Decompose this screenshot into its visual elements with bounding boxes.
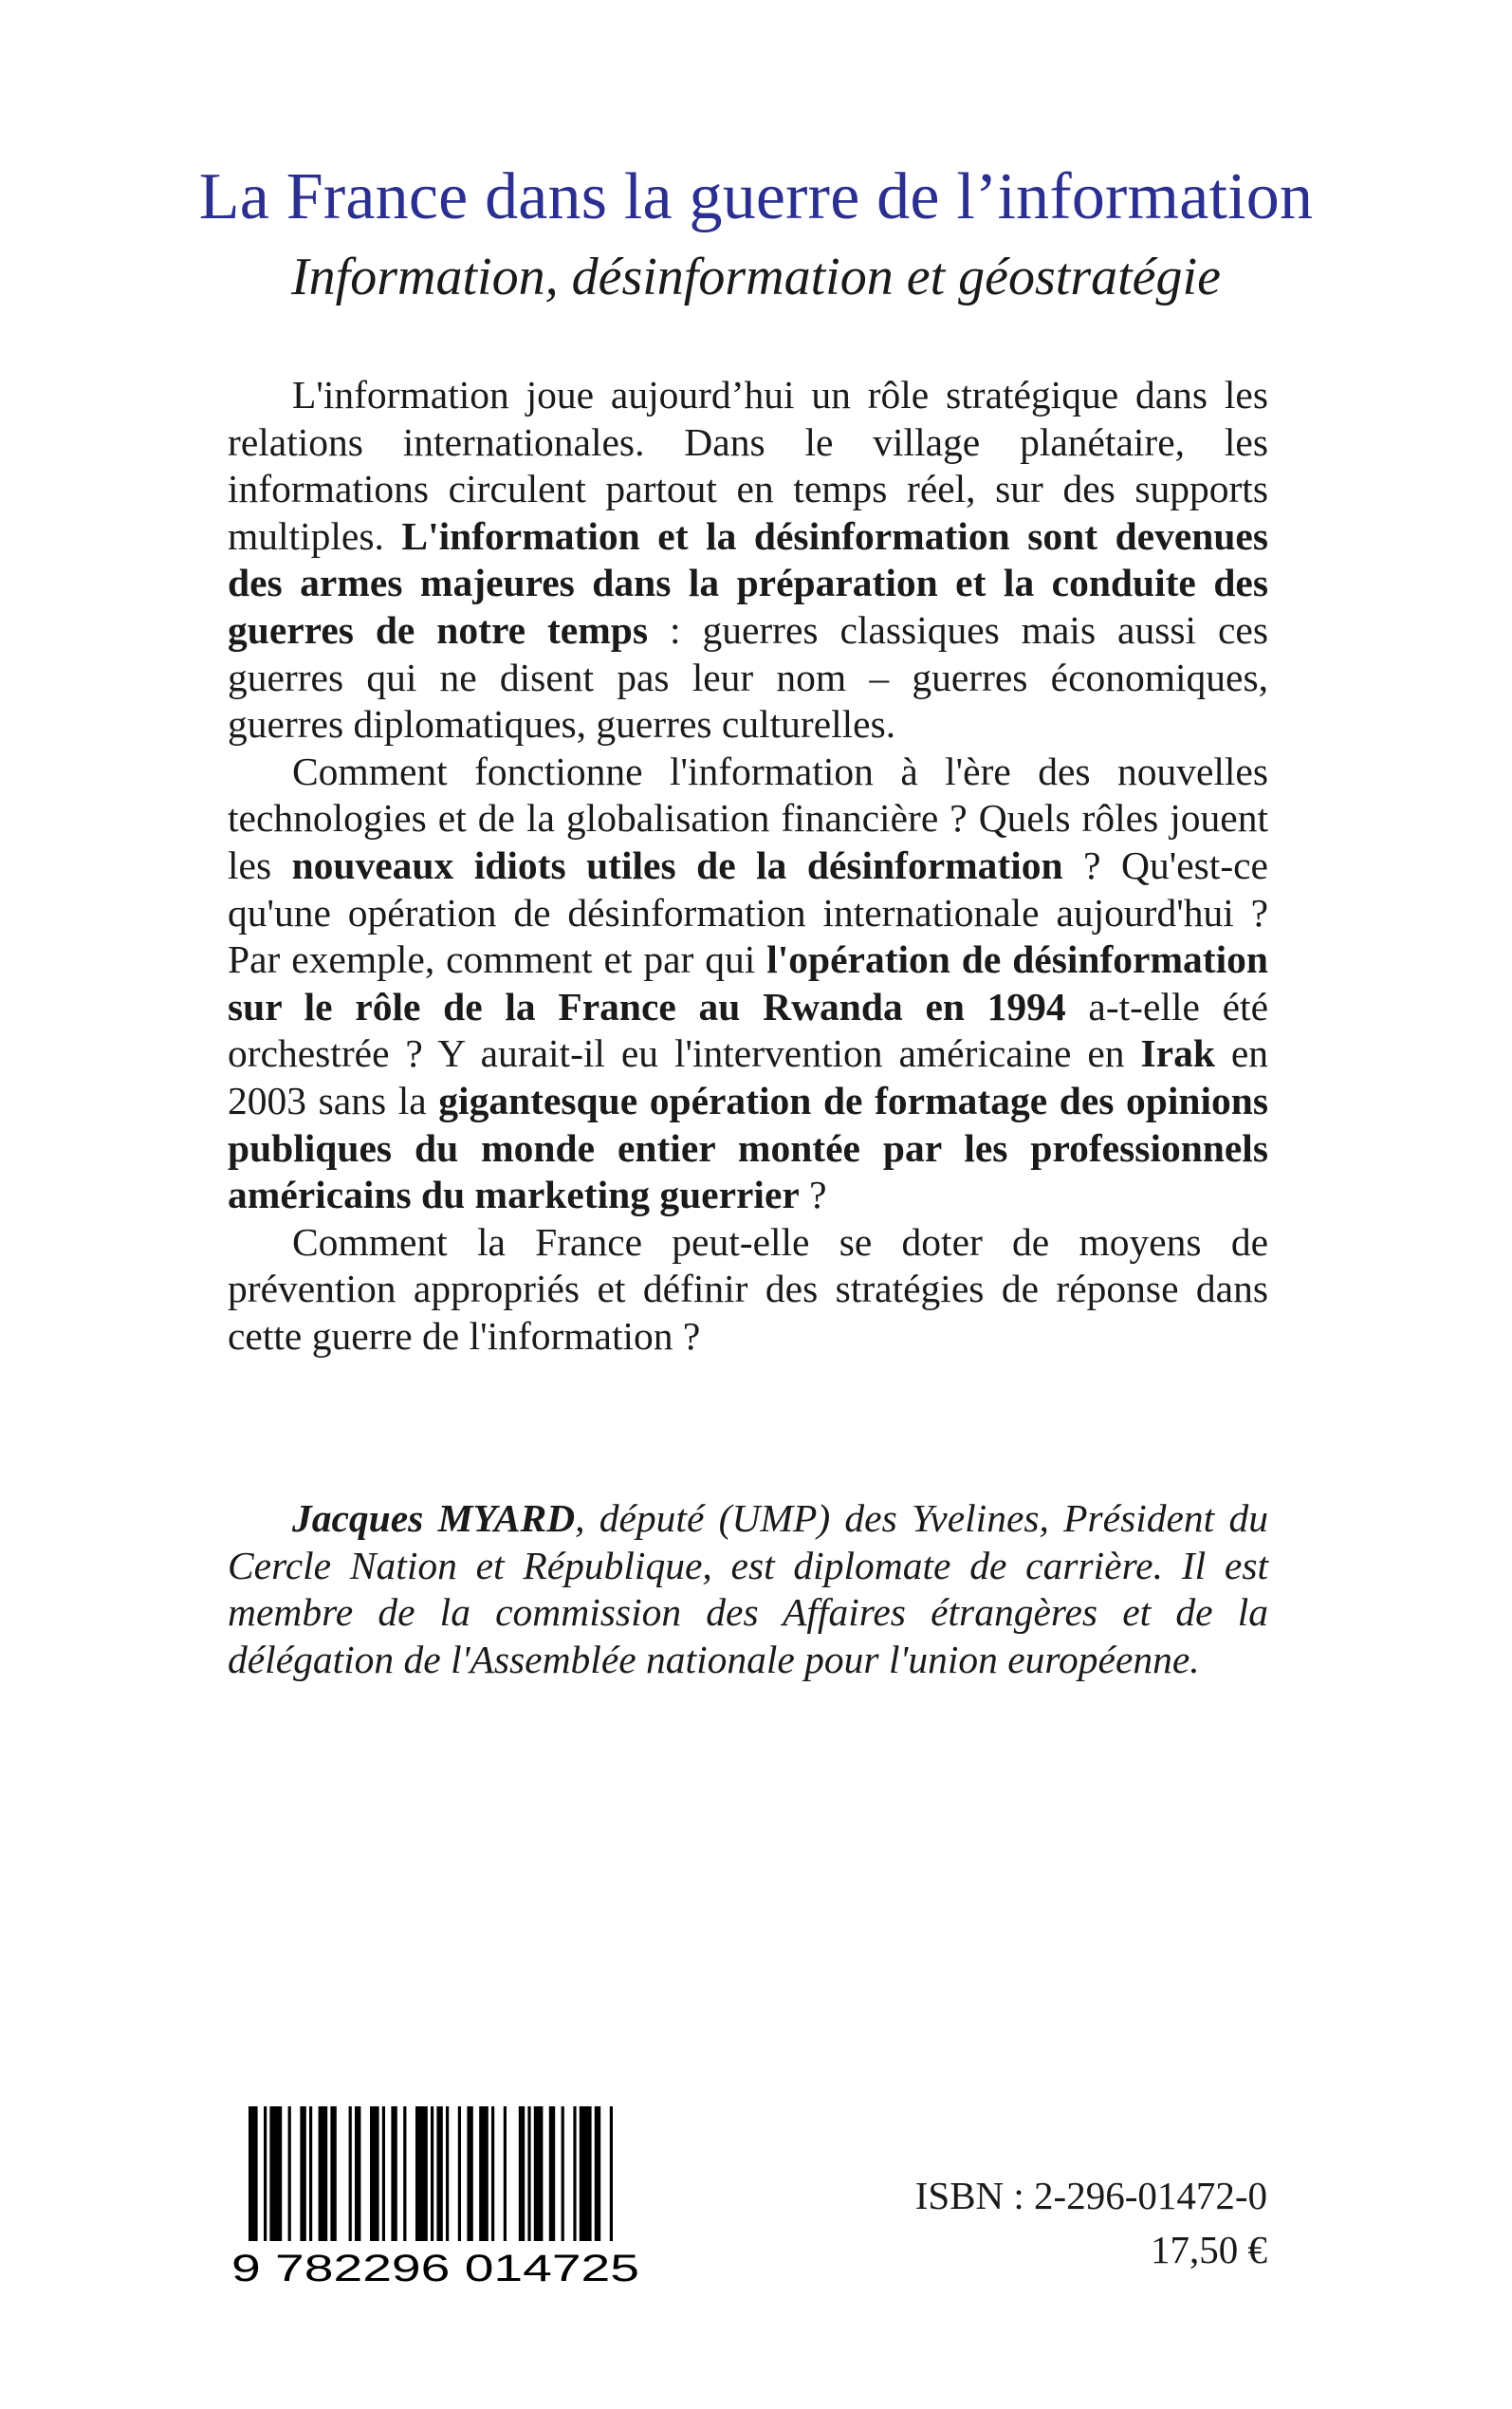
barcode-bars — [249, 2106, 613, 2241]
barcode-bar — [573, 2106, 576, 2241]
barcode-bar — [436, 2106, 442, 2241]
barcode-bar — [349, 2106, 352, 2241]
barcode-bar — [534, 2106, 544, 2241]
barcode-bar — [610, 2106, 613, 2241]
barcode-bar — [504, 2106, 507, 2241]
barcode-bar — [467, 2106, 472, 2241]
barcode-bar — [562, 2106, 564, 2241]
barcode-digits: 9 782296 014725 — [231, 2248, 639, 2287]
barcode-bar — [319, 2106, 328, 2241]
barcode-bar — [415, 2106, 428, 2241]
barcode-bar — [249, 2106, 258, 2241]
book-subtitle: Information, désinformation et géostratégie — [291, 248, 1221, 306]
barcode-bar — [446, 2106, 449, 2241]
isbn: ISBN : 2-296-01472-0 — [914, 2174, 1267, 2217]
paragraph-1: L'information joue aujourd’hui un rôle stratégique dans les relations internationales. Dans le village planétaire, les informations circulent partout en temps réel, sur des supports multiples. L'information et la désinformation sont devenues des armes majeures dans la préparation et la conduite des guerres de notre temps : guerres classiques mais aussi ces guerres qui ne disent pas leur nom – guerres économiques, guerres diplomatiques, guerres culturelles. — [228, 373, 1268, 747]
author-bio: Jacques MYARD, député (UMP) des Yvelines, Président du Cercle Nation et République, est diplomate de carrière. Il est membre de la commission des Affaires étrangères et de la délégation de l'Assemblée nationale pour l'union européenne. — [228, 1496, 1268, 1681]
paragraph-2: Comment fonctionne l'information à l'ère des nouvelles technologies et de la globalisation financière ? Quels rôles jouent les nouveaux idiots utiles de la désinformation ? Qu'est-ce qu'une opération de désinformation internationale aujourd'hui ? Par exemple, comment et par qui l'opération de désinformation sur le rôle de la France au Rwanda en 1994 a-t-elle été orchestrée ? Y aurait-il eu l'intervention américaine en Irak en 2003 sans la gigantesque opération de formatage des opinions publiques du monde entier montée par les professionnels américains du marketing guerrier ? — [228, 749, 1269, 1217]
barcode-bar — [458, 2106, 461, 2241]
barcode-bar — [309, 2106, 312, 2241]
barcode-bar — [264, 2106, 267, 2241]
author-name: Jacques MYARD — [292, 1496, 576, 1540]
book-title: La France dans la guerre de l’information — [198, 160, 1314, 233]
barcode-bar — [491, 2106, 494, 2241]
price: 17,50 € — [1151, 2228, 1267, 2271]
barcode-bar — [288, 2106, 291, 2241]
paragraph-3: Comment la France peut-elle se doter de moyens de prévention appropriés et définir des stratégies de réponse dans cette guerre de l'information ? — [228, 1219, 1268, 1358]
barcode-bar — [269, 2106, 282, 2241]
barcode-bar — [527, 2106, 530, 2241]
back-cover-blurb — [228, 372, 1268, 1360]
barcode-bar — [549, 2106, 555, 2241]
barcode-bar — [355, 2106, 360, 2241]
barcode-bar — [330, 2106, 336, 2241]
barcode-bar — [391, 2106, 396, 2241]
barcode-bar — [479, 2106, 489, 2241]
barcode-bar — [595, 2106, 600, 2241]
barcode — [228, 2106, 645, 2287]
barcode-bar — [370, 2106, 379, 2241]
barcode-bar — [580, 2106, 592, 2241]
barcode-bar — [300, 2106, 305, 2241]
barcode-bar — [403, 2106, 406, 2241]
barcode-bar — [519, 2106, 525, 2241]
barcode-bar — [431, 2106, 433, 2241]
barcode-bar — [382, 2106, 385, 2241]
